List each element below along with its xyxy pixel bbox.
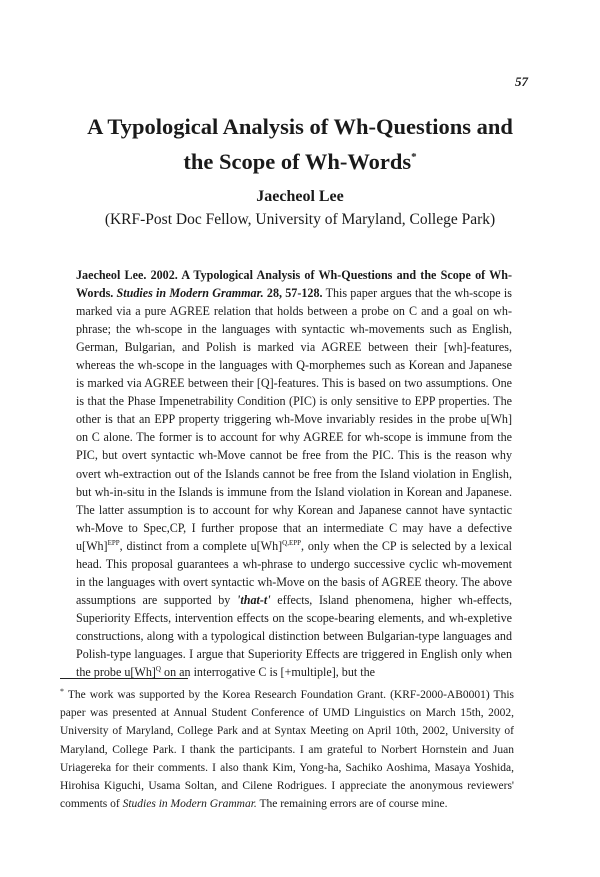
abstract-sup-epp: EPP (107, 538, 120, 547)
paper-title (40, 112, 560, 177)
abstract-journal: Studies in Modern Grammar. (116, 286, 264, 301)
abstract-text-4: effects, Island phenomena, higher wh-effects, Superiority Effects, intervention effects on the scope-bearing elements, and wh-expletive constructions, along with a typological distinction between Bulgarian-type languages and Polish-type languages. I argue that Superiority Effects are triggered in English only when the probe u[Wh] (76, 592, 512, 680)
abstract-citation-lead: Jaecheol Lee. 2002. A Typological Analysis of Wh-Questions and the Scope of Wh-Words. (76, 268, 512, 301)
author-name: Jaecheol Lee (256, 188, 344, 205)
abstract-sup-q: Q (155, 665, 161, 674)
title-line-2: the Scope of Wh-Words (183, 149, 412, 174)
abstract-that-t: 'that-t' (237, 592, 271, 607)
abstract (76, 266, 512, 681)
footnote (60, 686, 514, 813)
title-footnote-mark: * (411, 151, 417, 163)
footnote-text-1: The work was supported by the Korea Research Foundation Grant. (KRF-2000-AB0001) This paper was presented at Annual Student Conference of UMD Linguistics on March 15th, 2002, University of Maryland, College Park and at Syntax Meeting on April 10th, 2002, University of Maryland, College Park. I thank the participants. I am grateful to Norbert Hornstein and Juan Uriagereka for their comments. I also thank Kim, Yong-ha, Sachiko Aoshima, Masaya Yoshida, Hirohisa Kiguchi, Usama Soltan, and Cilene Rodrigues. I appreciate the anonymous reviewers' comments of (60, 689, 515, 811)
abstract-text-1: This paper argues that the wh-scope is marked via a pure AGREE relation that holds between a probe on C and a goal on wh-phrase; the wh-scope in the languages with syntactic wh-movements such as English, German, Bulgarian, and Polish is marked via AGREE between their [wh]-features, whereas the wh-scope in the languages with Q-morphemes such as Korean and Japanese is marked via AGREE between their [Q]-features. This is based on two assumptions. One is that the Phase Impenetrability Condition (PIC) is only sensitive to EPP properties. The other is that an EPP property triggering wh-Move invariably resides in the probe u[Wh] on C alone. The former is to account for why AGREE for wh-scope is immune from the PIC, but overt syntactic wh-Move cannot be free from the PIC. This is the reason why overt wh-extraction out of the Islands cannot be free from the Island violation in English, but wh-in-situ in the Islands is immune from the Island violation in Korean and Japanese. The latter assumption is to account for why Korean and Japanese cannot have syntactic wh-Move to Spec,CP, I further propose that an intermediate C may have a defective u[Wh] (76, 286, 512, 553)
abstract-text-3: , only when the CP is selected by a lexical head. This proposal guarantees a wh-phrase to undergo successive cyclic wh-movement in the languages with overt syntactic wh-Move on the basis of AGREE theory. The above assumptions are supported by (76, 538, 512, 607)
footnote-journal: Studies in Modern Grammar. (122, 798, 257, 811)
abstract-sup-qepp: Q,EPP (282, 538, 302, 547)
author-affiliation: (KRF-Post Doc Fellow, University of Maryland, College Park) (104, 211, 496, 228)
title-line-1: A Typological Analysis of Wh-Questions and (87, 114, 513, 139)
footnote-divider (60, 678, 188, 679)
footnote-mark: * (60, 687, 64, 696)
page-number: 57 (515, 74, 528, 89)
abstract-text-5: on an interrogative C is [+multiple], but the (164, 665, 376, 680)
abstract-volume-pages: 28, 57-128. (266, 286, 323, 301)
abstract-text-2: , distinct from a complete u[Wh] (119, 538, 283, 553)
footnote-text-2: The remaining errors are of course mine. (259, 798, 448, 811)
